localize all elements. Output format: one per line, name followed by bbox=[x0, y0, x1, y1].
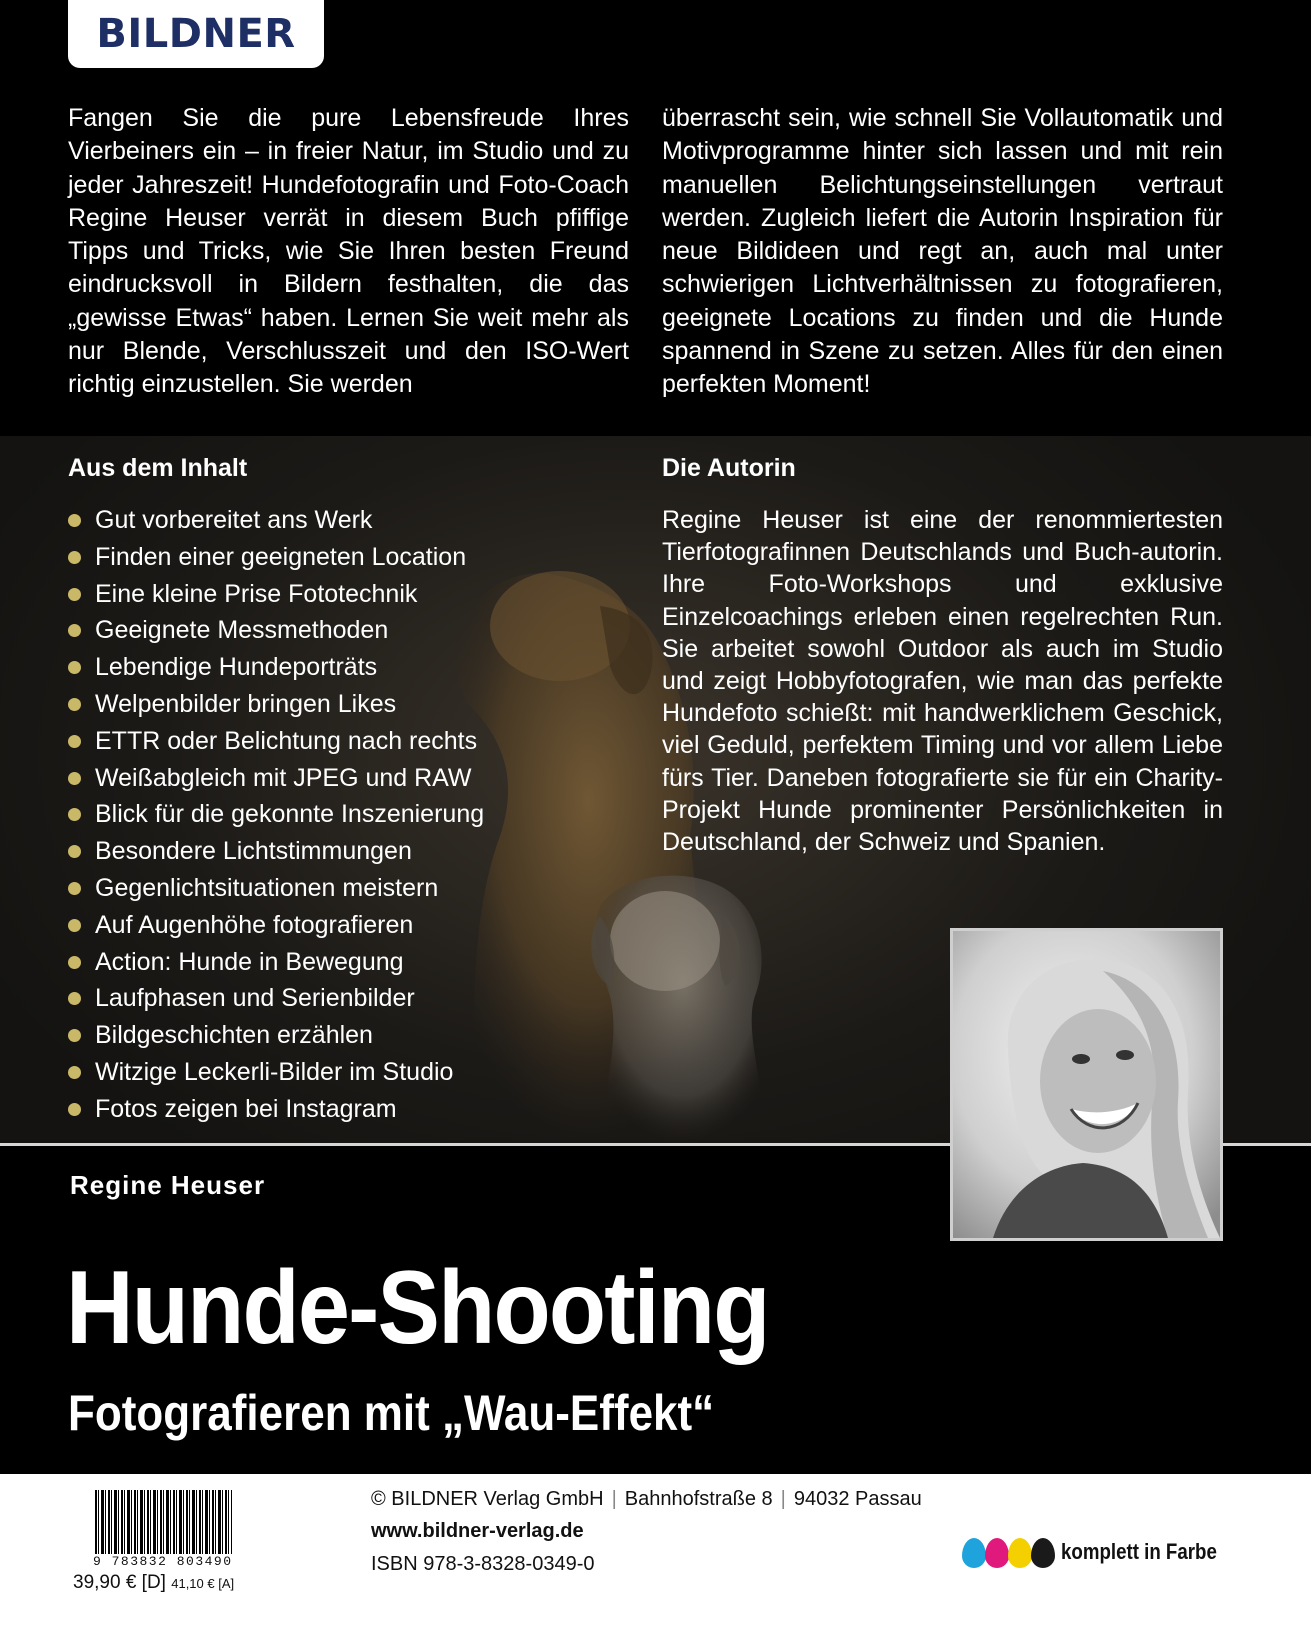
bullet-icon bbox=[68, 808, 81, 821]
color-badge bbox=[962, 1534, 1244, 1570]
list-item-label: Gegenlichtsituationen meistern bbox=[95, 873, 439, 902]
isbn-text: ISBN 978-3-8328-0349-0 bbox=[371, 1553, 595, 1575]
bullet-icon bbox=[68, 1103, 81, 1116]
list-item bbox=[68, 760, 484, 797]
bullet-icon bbox=[68, 735, 81, 748]
price-at: 41,10 € [A] bbox=[171, 1576, 235, 1591]
list-item-label: Geeignete Messmethoden bbox=[95, 616, 389, 645]
black-drop-icon bbox=[1031, 1538, 1055, 1568]
bullet-icon bbox=[68, 624, 81, 637]
publisher-website[interactable]: www.bildner-verlag.de bbox=[371, 1520, 584, 1542]
separator: | bbox=[780, 1488, 786, 1510]
list-item bbox=[68, 944, 484, 981]
book-author: Regine Heuser bbox=[70, 1170, 266, 1200]
list-item-label: Auf Augenhöhe fotografieren bbox=[95, 910, 414, 939]
list-item bbox=[68, 1054, 484, 1091]
list-item-label: Eine kleine Prise Fototechnik bbox=[95, 579, 418, 608]
list-item-label: Fotos zeigen bei Instagram bbox=[95, 1094, 397, 1123]
list-item-label: Besondere Lichtstimmungen bbox=[95, 837, 412, 866]
blurb-right-column: überrascht sein, wie schnell Sie Vollautomatik und Motivprogramme hinter sich lassen und mit rein manuellen Belichtungseinstellungen vertraut werden. Zugleich liefert die Autorin Inspiration für neue Bildideen und regt an, auch mal unter schwierigen Lichtverhältnissen zu fotografieren, geeignete Locations zu finden und die Hunde spannend in Szene zu setzen. Alles für den einen perfekten Moment! bbox=[662, 104, 1223, 399]
publisher-logo-text: BILDNER bbox=[96, 11, 296, 57]
list-item bbox=[68, 576, 484, 613]
list-item bbox=[68, 502, 484, 539]
bullet-icon bbox=[68, 772, 81, 785]
list-item-label: Bildgeschichten erzählen bbox=[95, 1021, 373, 1050]
list-item-label: Lebendige Hundeporträts bbox=[95, 653, 378, 682]
cyan-drop-icon bbox=[962, 1538, 986, 1568]
list-item-label: Laufphasen und Serienbilder bbox=[95, 984, 415, 1013]
list-item bbox=[68, 1091, 484, 1128]
book-subtitle: Fotografieren mit „Wau-Effekt“ bbox=[68, 1385, 715, 1441]
list-item bbox=[68, 612, 484, 649]
bullet-icon bbox=[68, 992, 81, 1005]
bullet-icon bbox=[68, 882, 81, 895]
list-item bbox=[68, 796, 484, 833]
author-bio: Regine Heuser ist eine der renommiertesten Tierfotografinnen Deutschlands und Buch-autorin. Ihre Foto-Workshops und exklusive Einzelcoachings erleben einen regelrechten Run. Sie arbeitet sowohl Outdoor als auch im Studio und zeigt Hobbyfotografen, wie man das perfekte Hundefoto schießt: mit handwerklichem Geschick, viel Geduld, perfektem Timing und vor allem Liebe fürs Tier. Daneben fotografierte sie für ein Charity-Projekt Hunde prominenter Persönlichkeiten in Deutschland, der Schweiz und Spanien. bbox=[662, 506, 1223, 857]
list-item-label: Weißabgleich mit JPEG und RAW bbox=[95, 763, 472, 792]
author-heading: Die Autorin bbox=[662, 454, 796, 482]
publisher-city: 94032 Passau bbox=[793, 1488, 922, 1510]
bullet-icon bbox=[68, 919, 81, 932]
list-item-label: Blick für die gekonnte Inszenierung bbox=[95, 800, 485, 829]
list-item bbox=[68, 980, 484, 1017]
publisher-address bbox=[371, 1488, 922, 1511]
bullet-icon bbox=[68, 698, 81, 711]
color-badge-text: komplett in Farbe bbox=[1061, 1539, 1217, 1564]
list-item bbox=[68, 649, 484, 686]
blurb-left-column: Fangen Sie die pure Lebensfreude Ihres Vierbeiners ein – in freier Natur, im Studio und zu jeder Jahreszeit! Hundefotografin und Foto-Coach Regine Heuser verrät in diesem Buch pfiffige Tipps und Tricks, wie Sie Ihren besten Freund eindrucksvoll in Bildern festhalten, die das „gewisse Etwas“ haben. Lernen Sie weit mehr als nur Blende, Verschlusszeit und den ISO-Wert richtig einzustellen. Sie werden bbox=[68, 104, 629, 399]
list-item bbox=[68, 833, 484, 870]
contents-heading: Aus dem Inhalt bbox=[68, 454, 248, 482]
bullet-icon bbox=[68, 845, 81, 858]
separator: | bbox=[611, 1488, 617, 1510]
list-item bbox=[68, 1017, 484, 1054]
list-item bbox=[68, 907, 484, 944]
ink-drops-icon bbox=[962, 1534, 1057, 1570]
bullet-icon bbox=[68, 514, 81, 527]
list-item-label: Witzige Leckerli-Bilder im Studio bbox=[95, 1057, 454, 1086]
list-item bbox=[68, 870, 484, 907]
list-item bbox=[68, 686, 484, 723]
author-portrait bbox=[950, 928, 1223, 1241]
barcode-digits: 9 783832 803490 bbox=[93, 1554, 233, 1569]
publisher-logo bbox=[68, 0, 324, 68]
bullet-icon bbox=[68, 956, 81, 969]
bullet-icon bbox=[68, 661, 81, 674]
price-de: 39,90 € [D] bbox=[73, 1572, 166, 1593]
bullet-icon bbox=[68, 1029, 81, 1042]
contents-list bbox=[68, 502, 484, 1128]
yellow-drop-icon bbox=[1008, 1538, 1032, 1568]
list-item-label: Welpenbilder bringen Likes bbox=[95, 689, 397, 718]
footer-imprint bbox=[0, 1474, 1311, 1636]
list-item-label: Action: Hunde in Bewegung bbox=[95, 947, 404, 976]
book-title: Hunde-Shooting bbox=[66, 1250, 769, 1366]
bullet-icon bbox=[68, 1066, 81, 1079]
publisher-name: © BILDNER Verlag GmbH bbox=[371, 1488, 604, 1510]
barcode-icon bbox=[95, 1490, 232, 1554]
list-item-label: ETTR oder Belichtung nach rechts bbox=[95, 726, 478, 755]
list-item bbox=[68, 723, 484, 760]
publisher-street: Bahnhofstraße 8 bbox=[624, 1488, 773, 1510]
list-item-label: Gut vorbereitet ans Werk bbox=[95, 506, 373, 534]
bullet-icon bbox=[68, 588, 81, 601]
bullet-icon bbox=[68, 551, 81, 564]
magenta-drop-icon bbox=[985, 1538, 1009, 1568]
author-portrait-image bbox=[953, 931, 1220, 1238]
price bbox=[73, 1572, 234, 1594]
list-item bbox=[68, 539, 484, 576]
list-item-label: Finden einer geeigneten Location bbox=[95, 542, 467, 571]
